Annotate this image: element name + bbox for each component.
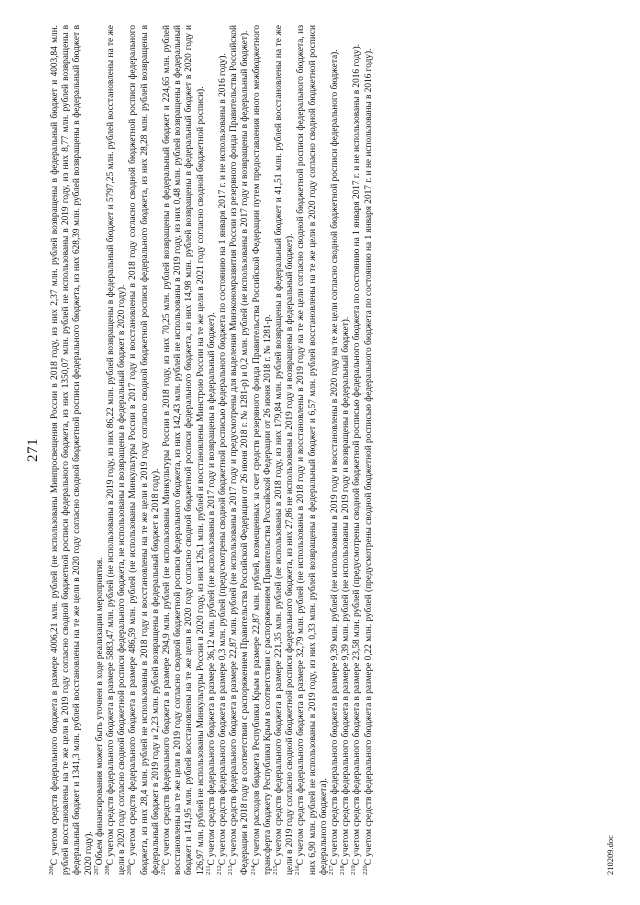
file-reference: 210209.doc — [605, 835, 615, 875]
footnote-text: С учетом средств федерального бюджета в размере 32,79 млн. рублей (не использованы в 2018 году и восстановлены в 2019 году на те же цели согласно сводной бюджетной росписи федерального бюджета, из них 6,90 млн. рублей не использованы в 2019 году, из них 0,33 млн. рублей возвращены в федеральный бюджет и 6,57 млн. рублей восстановлены на те же цели в 2020 году согласно сводной бюджетной росписи федерального бюджета). — [296, 25, 329, 875]
footnote — [327, 25, 341, 875]
footnote-number: 211 — [204, 865, 212, 875]
footnote-number: 208 — [103, 865, 111, 875]
footnotes-list — [47, 25, 375, 875]
footnote — [249, 25, 274, 875]
footnote-number: 213 — [227, 865, 235, 875]
footnote-text: Объем финансирования может быть уточнен в ходе реализации мероприятия. — [94, 557, 105, 866]
footnote-number: 206 — [47, 865, 55, 875]
footnote-text: С учетом средств федерального бюджета в размере 4006,21 млн. рублей (не использованы Минпросвещения России в 2018 году, из них 2,37 млн. рублей возвращены в федеральный бюджет и 4003,84 млн. рублей восстановлены на те же цели в 2019 году согласно сводной бюджетной росписи федерального бюджета, из них 1350,07 млн. рублей не использованы в 2019 году, из них 8,77 млн. рублей возвращены в федеральный бюджет и 1341,3 млн. рублей восстановлены на те же цели в 2020 году согласно сводной бюджетной росписи федерального бюджета, из них 628,39 млн. рублей возвращены в федеральный бюджет в 2020 году). — [50, 25, 94, 875]
footnote-text: С учетом средств федерального бюджета в размере 486,59 млн. рублей (не использованы Минкультуры России в 2017 году и восстановлены в 2018 году согласно сводной бюджетной росписи федерального бюджета, из них 28,4 млн. рублей не использованы в 2018 году и восстановлены на те же цели в 2019 году согласно сводной бюджетной росписи федерального бюджета, из них 28,28 млн. рублей возвращены в федеральный бюджет в 2019 году и 2,23 млн. рублей возвращены в федеральный бюджет в 2018 году). — [128, 25, 161, 875]
footnote-number: 214 — [249, 865, 257, 875]
footnote — [361, 25, 375, 875]
footnote-text: С учетом средств федерального бюджета в размере 22,87 млн. рублей (не использованы в 2017 году и предусмотрены для выделения Минэкономразвития России из резервного фонда Правительства Российской Федерации в 2018 году в соответствии с распоряжением Правительства Российской Федерации от 26 июня 2018 г. № 1281-р) и 0,2 млн. рублей (не использованы в 2017 году и возвращены в федеральный бюджет). — [229, 25, 251, 875]
footnote-number: 218 — [339, 865, 347, 875]
footnote — [341, 25, 352, 875]
footnote-number: 210 — [159, 865, 167, 875]
footnote — [215, 25, 229, 875]
footnote-number: 209 — [126, 865, 134, 875]
footnote — [92, 25, 106, 875]
footnote-number: 212 — [215, 865, 223, 875]
footnote-text: С учетом средств федерального бюджета в размере 23,58 млн. рублей (предусмотрены сводной бюджетной росписью федерального бюджета по состоянию на 1 января 2017 г. и не использованы в 2016 году). — [352, 43, 363, 866]
footnote-number: 220 — [361, 865, 369, 875]
footnote-number: 217 — [327, 865, 335, 875]
footnote-text: С учетом средств федерального бюджета в размере 9,39 млн. рублей (не использованы в 2019 году и возвращены в федеральный бюджет). — [341, 316, 352, 866]
footnote — [204, 25, 218, 875]
footnote — [103, 25, 128, 875]
footnote-number: 215 — [271, 865, 279, 875]
footnote-text: С учетом расходов бюджета Республики Крым в размере 22,87 млн. рублей, возмещенных за счет средств резервного фонда Правительства Российской Федерации путем предоставления иного межбюджетного трансферта бюджету Республики Крым в соответствии с распоряжением Правительства Российской Федерации от 26 июня 2018 г. № 1281-р. — [251, 25, 273, 875]
footnote-number: 216 — [294, 865, 302, 875]
footnote-text: С учетом средств федерального бюджета в размере 294,9 млн. рублей (не использованы Минкультуры России в 2018 году, из них 70,25 млн. рублей возвращены в федеральный бюджет и 224,65 млн. рублей восстановлены на те же цели в 2019 году согласно сводной бюджетной росписи федерального бюджета, из них 142,43 млн. рублей не использованы в 2019 году, из них 0,48 млн. рублей возвращены в федеральный бюджет и 141,95 млн. рублей восстановлены на те же цели в 2020 году согласно сводной бюджетной росписи федерального бюджета, из них 14,98 млн. рублей возвращены в федеральный бюджет в 2020 году и 126,97 млн. рублей не использованы Минкультуры России в 2020 году, из них 126,1 млн. рублей и восстановлены Минстрою России на те же цели в 2021 году согласно сводной бюджетной росписи). — [162, 25, 206, 875]
footnote — [352, 25, 363, 875]
footnote — [128, 25, 162, 875]
footnote-text: С учетом средств федерального бюджета в размере 5883,47 млн. рублей (не использованы в 2019 году, из них 86,22 млн. рублей возвращены в федеральный бюджет и 5797,25 млн. рублей восстановлены на те же цели в 2020 году согласно сводной бюджетной росписи федерального бюджета, не использованы и возвращены в федеральный бюджет в 2020 году). — [106, 25, 128, 875]
footnote — [159, 25, 207, 875]
footnote-text: С учетом средств федерального бюджета в размере 221,35 млн. рублей (не использованы в 2018 году, из них 179,84 млн. рублей возвращены в федеральный бюджет и 41,51 млн. рублей восстановлены на те же цели в 2019 году согласно сводной бюджетной росписи федерального бюджета, из них 27,86 не использованы в 2019 году и возвращены в федеральный бюджет). — [274, 25, 296, 875]
footnote-text: С учетом средств федерального бюджета в размере 36,12 млн. рублей (не использованы в 2017 году и возвращены в федеральный бюджет). — [206, 312, 217, 866]
footnote-text: С учетом средств федерального бюджета в размере 0,3 млн. рублей (предусмотрены сводной бюджетной росписью федерального бюджета по состоянию на 1 января 2017 г. и не использованы в 2016 году). — [218, 53, 229, 866]
footnote-text: С учетом средств федерального бюджета в размере 9,39 млн. рублей (не использованы в 2019 году и восстановлены в 2020 году на те же цели согласно сводной бюджетной росписи федерального бюджета). — [330, 49, 341, 866]
footnote-text: С учетом средств федерального бюджета в размере 0,22 млн. рублей (предусмотрены сводной бюджетной росписью федерального бюджета по состоянию на 1 января 2017 г. и не использованы в 2016 году). — [363, 48, 374, 866]
footnote — [47, 25, 95, 875]
footnote — [271, 25, 296, 875]
page-number: 271 — [25, 438, 41, 462]
footnote-number: 207 — [92, 865, 100, 875]
footnote-number: 219 — [350, 865, 358, 875]
footnote — [296, 25, 330, 875]
rotated-content — [25, 25, 615, 875]
footnote — [229, 25, 251, 875]
